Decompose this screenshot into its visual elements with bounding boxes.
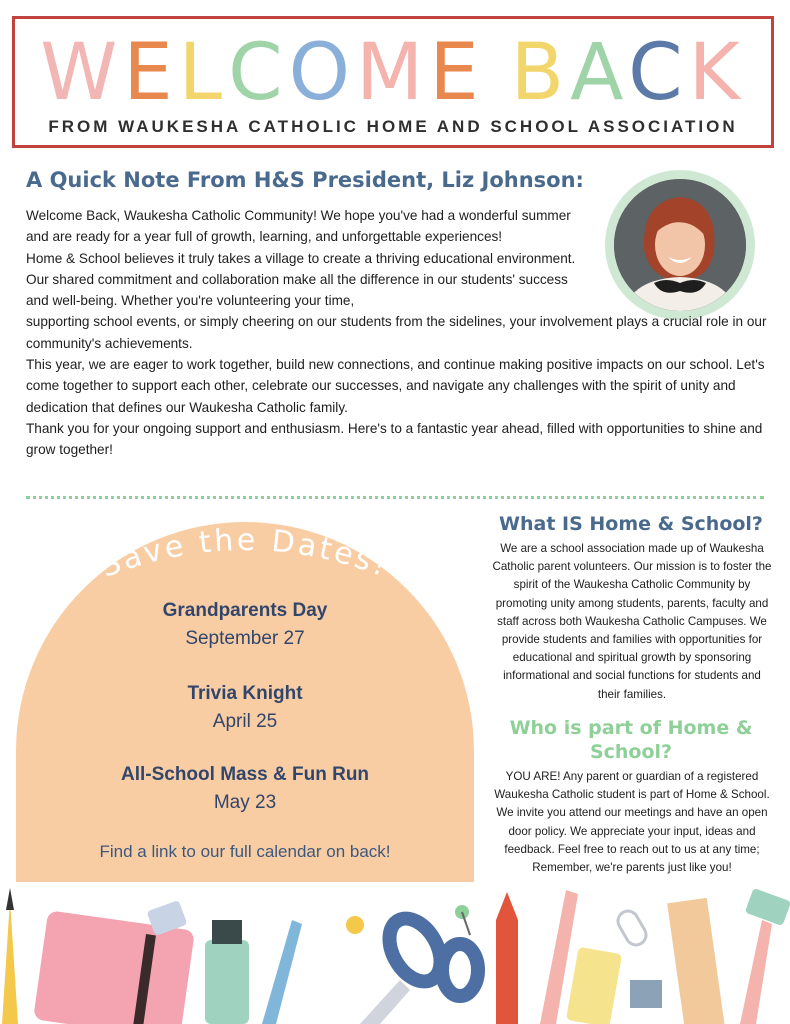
header-subtitle: FROM WAUKESHA CATHOLIC HOME AND SCHOOL ASSOCIATION <box>48 117 738 136</box>
school-supplies-illustration <box>0 880 790 1024</box>
event-mass-fun-run <box>16 764 474 814</box>
svg-text:Save the Dates!: Save the Dates! <box>96 522 395 585</box>
who-is-part-body: YOU ARE! Any parent or guardian of a registered Waukesha Catholic student is part of Home & School. We invite you attend our meetings and have an open door policy. We appreciate your input, ideas and feedback. Feel free to reach out to us at any time; Remember, we're parents just like you! <box>494 770 770 875</box>
pencil-icon <box>740 920 772 1024</box>
title-letter: K <box>688 28 746 118</box>
calendar-link-note: Find a link to our full calendar on back! <box>99 842 391 861</box>
note-paragraph: This year, we are eager to work together, build new connections, and continue making positive impacts on our school. Let's come together to support each other, celebrate our successes, and navigate any challenges with the spirit of unity and dedication that defines our Waukesha Catholic family. <box>26 357 765 415</box>
note-paragraph: supporting school events, or simply cheering on our students from the sidelines, your involvement plays a crucial role in our community's achievements. <box>26 314 767 351</box>
thumbtack-icon <box>346 916 364 934</box>
event-trivia-knight <box>16 683 474 733</box>
highlighter-icon <box>566 947 622 1024</box>
title-letter: E <box>123 28 179 118</box>
title-letter: C <box>628 28 689 118</box>
pencil-icon <box>2 900 18 1024</box>
section-divider <box>26 496 764 499</box>
scissors-icon <box>360 910 478 1024</box>
event-name: Trivia Knight <box>187 683 303 704</box>
event-date: April 25 <box>212 711 278 732</box>
title-letter: L <box>178 28 229 118</box>
title-letter: W <box>40 28 124 118</box>
title-letter: M <box>356 28 430 118</box>
pencil-icon <box>262 920 302 1024</box>
title-letter: E <box>429 28 485 118</box>
what-is-home-school-body: We are a school association made up of Waukesha Catholic parent volunteers. Our mission is to foster the spirit of the Waukesha Catholic Community by promoting unity among students, parents, faculty and staff across both Waukesha Catholic Campuses. We provide students and families with opportunities for educational and spiritual growth by sponsoring informational and social functions for students and their families. <box>492 542 772 701</box>
event-date: September 27 <box>185 628 305 649</box>
binder-clip-icon <box>630 980 662 1008</box>
note-paragraph: Home & School believes it truly takes a village to create a thriving educational environment. Our shared commitment and collaboration make all the difference in our students' success and well-being. Whether you're volunteering your time, <box>26 250 576 309</box>
eraser-icon <box>745 888 790 926</box>
title-letter: A <box>570 28 629 118</box>
what-is-home-school-title: What IS Home & School? <box>499 513 763 535</box>
welcome-back-title <box>15 29 771 117</box>
paperclip-icon <box>614 907 649 948</box>
event-date: May 23 <box>213 792 277 813</box>
title-letter: B <box>510 28 571 118</box>
event-name: All-School Mass & Fun Run <box>120 764 370 785</box>
thumbtack-icon <box>455 905 470 935</box>
who-is-part-title: Who is part of Home & School? <box>509 717 753 763</box>
ruler-icon <box>667 898 725 1024</box>
president-note-body <box>26 205 776 461</box>
title-letter: O <box>288 28 356 118</box>
title-letter: C <box>228 28 289 118</box>
event-name: Grandparents Day <box>162 600 328 621</box>
crayon-icon <box>496 892 518 1024</box>
marker-icon <box>205 920 249 1024</box>
president-note-title: A Quick Note From H&S President, Liz Johnson: <box>26 168 584 192</box>
event-grandparents-day <box>16 600 474 650</box>
note-paragraph: Welcome Back, Waukesha Catholic Community! We hope you've had a wonderful summer and are ready for a year full of growth, learning, and unforgettable experiences! <box>26 208 571 245</box>
header-banner <box>12 16 774 148</box>
note-paragraph: Thank you for your ongoing support and enthusiasm. Here's to a fantastic year ahead, filled with opportunities to shine and grow together! <box>26 420 763 458</box>
